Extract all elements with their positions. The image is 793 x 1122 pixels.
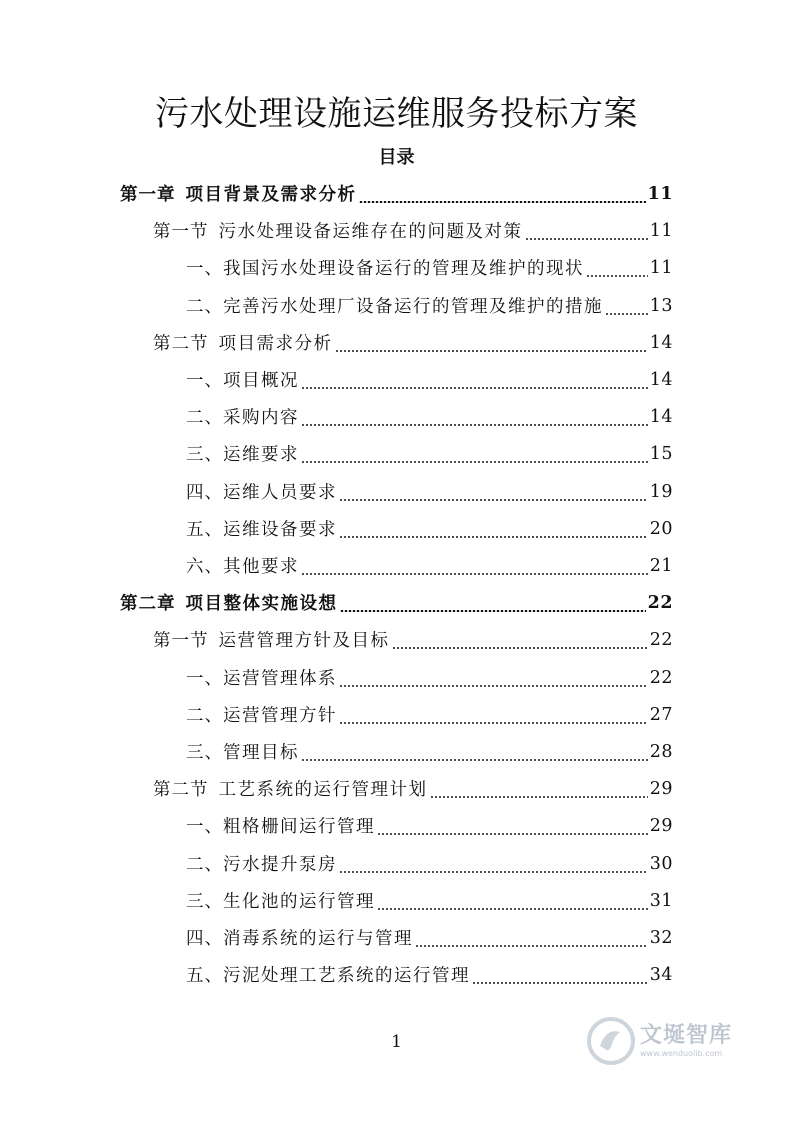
toc-dot-leader bbox=[392, 647, 648, 649]
toc-entry-title: 运营管理方针及目标 bbox=[218, 631, 390, 651]
toc-dot-leader bbox=[301, 461, 648, 463]
toc-dot-leader bbox=[359, 201, 646, 203]
toc-entry-page: 27 bbox=[649, 704, 673, 725]
document-title: 污水处理设施运维服务投标方案 bbox=[155, 94, 638, 134]
toc-entry[interactable] bbox=[186, 845, 673, 882]
toc-entry-number: 六、 bbox=[186, 557, 223, 577]
toc-entry-title: 污水提升泵房 bbox=[223, 855, 337, 875]
toc-dot-leader bbox=[339, 722, 648, 724]
toc-entry[interactable] bbox=[186, 510, 673, 547]
toc-entry-number: 五、 bbox=[186, 520, 223, 540]
toc-entry[interactable] bbox=[186, 473, 673, 510]
toc-entry-title: 消毒系统的运行与管理 bbox=[223, 929, 413, 949]
toc-entry-page: 22 bbox=[649, 667, 673, 688]
toc-entry-page: 21 bbox=[649, 555, 673, 576]
toc-entry[interactable] bbox=[120, 175, 673, 212]
toc-entry-page: 14 bbox=[649, 406, 673, 427]
toc-entry-number: 第一章 bbox=[120, 185, 176, 205]
toc-dot-leader bbox=[340, 610, 646, 612]
toc-entry[interactable] bbox=[153, 621, 673, 658]
toc-entry[interactable] bbox=[186, 807, 673, 844]
toc-entry-number: 第一节 bbox=[153, 222, 209, 242]
toc-entry-number: 三、 bbox=[186, 743, 223, 763]
toc-dot-leader bbox=[430, 796, 648, 798]
toc-entry-title: 运维人员要求 bbox=[223, 483, 337, 503]
toc-entry-title: 项目整体实施设想 bbox=[185, 594, 338, 614]
toc-dot-leader bbox=[301, 573, 648, 575]
toc-entry-page: 22 bbox=[649, 629, 673, 650]
toc-entry-title: 运营管理方针 bbox=[223, 706, 337, 726]
toc-entry-title: 运维要求 bbox=[223, 445, 299, 465]
toc-entry[interactable] bbox=[186, 919, 673, 956]
toc-entry[interactable] bbox=[186, 659, 673, 696]
toc-entry-title: 粗格栅间运行管理 bbox=[223, 817, 375, 837]
toc-entry[interactable] bbox=[120, 584, 673, 621]
toc-entry-page: 13 bbox=[649, 295, 673, 316]
watermark-logo-icon bbox=[586, 1016, 636, 1066]
toc-entry-number: 一、 bbox=[186, 259, 223, 279]
toc-dot-leader bbox=[301, 424, 648, 426]
toc-entry-number: 一、 bbox=[186, 371, 223, 391]
toc-entry-page: 20 bbox=[649, 518, 673, 539]
toc-dot-leader bbox=[377, 833, 648, 835]
toc-entry-title: 项目概况 bbox=[223, 371, 299, 391]
toc-dot-leader bbox=[525, 238, 648, 240]
toc-entry-title: 项目背景及需求分析 bbox=[185, 185, 357, 205]
toc-entry[interactable] bbox=[186, 398, 673, 435]
toc-dot-leader bbox=[339, 499, 648, 501]
toc-entry-title: 污泥处理工艺系统的运行管理 bbox=[223, 966, 470, 986]
toc-entry[interactable] bbox=[186, 696, 673, 733]
toc-entry[interactable] bbox=[186, 435, 673, 472]
toc-entry[interactable] bbox=[153, 212, 673, 249]
toc-entry[interactable] bbox=[186, 361, 673, 398]
toc-entry-number: 二、 bbox=[186, 297, 223, 317]
toc-entry-number: 一、 bbox=[186, 669, 223, 689]
toc-entry-title: 运营管理体系 bbox=[223, 669, 337, 689]
toc-dot-leader bbox=[605, 313, 648, 315]
toc-entry-title: 运维设备要求 bbox=[223, 520, 337, 540]
toc-entry[interactable] bbox=[186, 249, 673, 286]
watermark-url: www.wenduolib.com bbox=[640, 1049, 723, 1058]
toc-entry-page: 28 bbox=[649, 741, 673, 762]
toc-entry-number: 二、 bbox=[186, 706, 223, 726]
toc-entry-title: 我国污水处理设备运行的管理及维护的现状 bbox=[223, 259, 584, 279]
toc-entry-title: 污水处理设备运维存在的问题及对策 bbox=[218, 222, 523, 242]
toc-entry[interactable] bbox=[186, 882, 673, 919]
toc-dot-leader bbox=[335, 350, 648, 352]
toc-entry-title: 其他要求 bbox=[223, 557, 299, 577]
toc-dot-leader bbox=[377, 908, 648, 910]
toc-dot-leader bbox=[301, 387, 648, 389]
toc-entry-page: 11 bbox=[649, 257, 673, 278]
toc-entry[interactable] bbox=[186, 547, 673, 584]
toc-entry-page: 11 bbox=[647, 183, 673, 204]
toc-entry[interactable] bbox=[186, 733, 673, 770]
toc-dot-leader bbox=[586, 275, 648, 277]
toc-entry-title: 管理目标 bbox=[223, 743, 299, 763]
toc-entry-number: 四、 bbox=[186, 929, 223, 949]
toc-entry-page: 29 bbox=[649, 778, 673, 799]
toc-dot-leader bbox=[339, 536, 648, 538]
toc-entry-title: 采购内容 bbox=[223, 408, 299, 428]
toc-entry[interactable] bbox=[186, 287, 673, 324]
toc-entry-number: 三、 bbox=[186, 892, 223, 912]
toc-dot-leader bbox=[339, 871, 648, 873]
toc-dot-leader bbox=[472, 982, 648, 984]
toc-dot-leader bbox=[415, 945, 648, 947]
toc-entry-page: 34 bbox=[649, 964, 673, 985]
toc-entry-page: 31 bbox=[649, 890, 673, 911]
toc-entry-number: 三、 bbox=[186, 445, 223, 465]
watermark bbox=[586, 1016, 732, 1066]
toc-dot-leader bbox=[339, 685, 648, 687]
toc-entry-page: 32 bbox=[649, 927, 673, 948]
toc-entry-page: 15 bbox=[649, 443, 673, 464]
toc-entry-number: 一、 bbox=[186, 817, 223, 837]
toc-entry-page: 22 bbox=[647, 592, 673, 613]
toc-entry-page: 30 bbox=[649, 853, 673, 874]
toc-entry-number: 五、 bbox=[186, 966, 223, 986]
toc-entry-number: 第一节 bbox=[153, 631, 209, 651]
toc-entry-title: 项目需求分析 bbox=[218, 334, 333, 354]
toc-entry[interactable] bbox=[153, 770, 673, 807]
toc-entry-number: 第二节 bbox=[153, 780, 209, 800]
toc-entry[interactable] bbox=[186, 956, 673, 993]
toc-entry-number: 第二章 bbox=[120, 594, 176, 614]
toc-entry-title: 完善污水处理厂设备运行的管理及维护的措施 bbox=[223, 297, 603, 317]
page-number: 1 bbox=[391, 1032, 402, 1052]
toc-entry-title: 工艺系统的运行管理计划 bbox=[218, 780, 428, 800]
toc-dot-leader bbox=[301, 759, 648, 761]
toc-entry[interactable] bbox=[153, 324, 673, 361]
toc-entry-title: 生化池的运行管理 bbox=[223, 892, 375, 912]
toc-heading: 目录 bbox=[378, 147, 415, 168]
toc-entry-page: 11 bbox=[649, 220, 673, 241]
toc-entry-number: 四、 bbox=[186, 483, 223, 503]
watermark-name: 文埏智库 bbox=[640, 1023, 733, 1048]
toc-entry-page: 14 bbox=[649, 332, 673, 353]
toc-entry-page: 29 bbox=[649, 815, 673, 836]
toc-entry-page: 19 bbox=[649, 481, 673, 502]
toc-entry-page: 14 bbox=[649, 369, 673, 390]
toc-entry-number: 二、 bbox=[186, 408, 223, 428]
toc-entry-number: 第二节 bbox=[153, 334, 209, 354]
toc-entry-number: 二、 bbox=[186, 855, 223, 875]
